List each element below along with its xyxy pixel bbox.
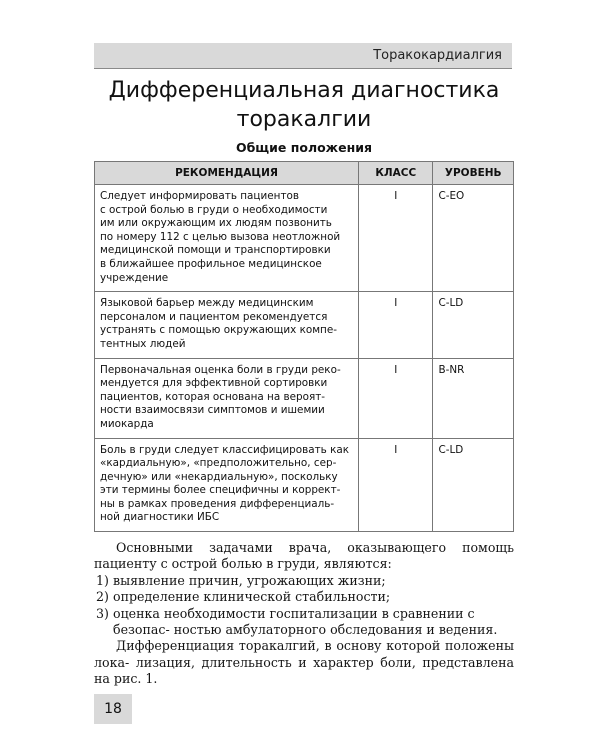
recommendation-line: мендуется для эффективной сортировки <box>100 377 328 390</box>
recommendation-line: Первоначальная оценка боли в груди реко- <box>100 363 341 376</box>
recommendation-line: эти термины более специфичны и коррект- <box>100 484 341 497</box>
recommendation-line: учреждение <box>100 271 169 284</box>
list-item <box>94 573 514 589</box>
page-title <box>94 76 514 134</box>
page-title-line-1: Дифференциальная диагностика <box>108 78 500 103</box>
recommendation-line: Следует информировать пациентов <box>100 190 299 202</box>
list-item-number: 2) <box>96 589 109 605</box>
recommendation-line: Языковой барьер между медицинским <box>100 297 314 310</box>
list-item <box>94 589 514 605</box>
recommendation-line: персоналом и пациентом рекомендуется <box>100 310 328 323</box>
recommendation-line: с острой болью в груди о необходимости <box>100 203 328 216</box>
recommendation-cell <box>95 185 359 292</box>
recommendation-line: ны в рамках проведения дифференциаль- <box>100 497 335 510</box>
page-title-line-2: торакалгии <box>236 107 372 132</box>
body-text <box>94 540 514 688</box>
running-header <box>94 43 512 69</box>
page-number: 18 <box>94 694 132 724</box>
recommendation-line: по номеру 112 с целью вызова неотложной <box>100 230 341 243</box>
recommendation-line: ности взаимосвязи симптомов и ишемии <box>100 404 325 417</box>
class-cell: I <box>359 438 433 532</box>
running-header-title: Торакокардиалгия <box>373 48 502 63</box>
intro-paragraph: Основными задачами врача, оказывающего помощь пациенту с острой болью в груди, являются: <box>94 540 514 572</box>
column-header-class: КЛАСС <box>359 162 433 185</box>
recommendation-line: ной диагностики ИБС <box>100 511 220 524</box>
recommendation-line: в ближайшее профильное медицинское <box>100 257 322 270</box>
level-cell: C-LD <box>433 292 514 358</box>
recommendations-table <box>94 161 514 532</box>
list-item-text: выявление причин, угрожающих жизни; <box>113 572 386 588</box>
recommendation-cell <box>95 358 359 438</box>
recommendation-line: тентных людей <box>100 337 186 350</box>
recommendation-cell <box>95 438 359 532</box>
class-cell: I <box>359 185 433 292</box>
list-item-text: оценка необходимости госпитализации в сравнении с безопас- ностью амбулаторного обследования и ведения. <box>113 605 498 638</box>
class-cell: I <box>359 358 433 438</box>
table-row <box>95 292 514 358</box>
class-cell: I <box>359 292 433 358</box>
tasks-list <box>94 573 514 639</box>
column-header-level: УРОВЕНЬ <box>433 162 514 185</box>
table-row <box>95 358 514 438</box>
recommendation-line: им или окружающим их людям позвонить <box>100 217 332 230</box>
column-header-recommendation: РЕКОМЕНДАЦИЯ <box>95 162 359 185</box>
list-item-number: 3) <box>96 605 109 621</box>
list-item-text: определение клинической стабильности; <box>113 589 391 605</box>
recommendation-line: пациентов, которая основана на вероят- <box>100 390 326 403</box>
list-item <box>94 606 514 639</box>
conclusion-paragraph: Дифференциация торакалгий, в основу которой положены лока- лизация, длительность и характер боли, представлена на рис. 1. <box>94 638 514 687</box>
level-cell: C-EO <box>433 185 514 292</box>
recommendation-line: миокарда <box>100 417 154 430</box>
level-cell: B-NR <box>433 358 514 438</box>
recommendation-line: дечную» или «некардиальную», поскольку <box>100 470 338 483</box>
recommendation-line: медицинской помощи и транспортировки <box>100 244 331 257</box>
table-header-row <box>95 162 514 185</box>
list-item-number: 1) <box>96 572 109 588</box>
recommendation-line: Боль в груди следует классифицировать как <box>100 443 350 456</box>
section-subtitle: Общие положения <box>235 140 373 155</box>
level-cell: C-LD <box>433 438 514 532</box>
table-row <box>95 438 514 532</box>
recommendation-line: устранять с помощью окружающих компе- <box>100 324 337 337</box>
table-row <box>95 185 514 292</box>
recommendation-cell <box>95 292 359 358</box>
recommendation-line: «кардиальную», «предположительно, сер- <box>100 457 337 470</box>
